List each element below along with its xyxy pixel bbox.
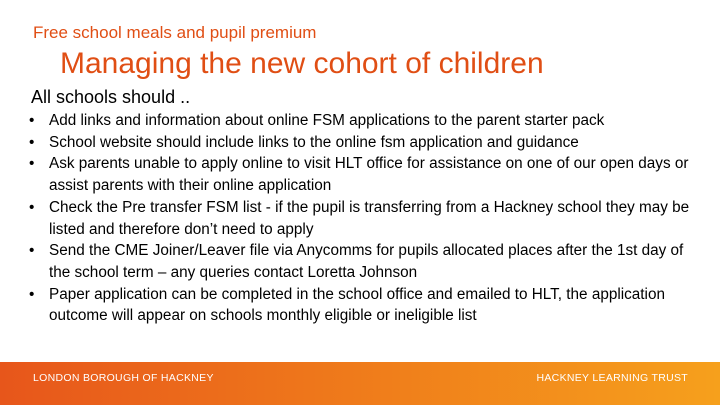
bullet-item: [29, 240, 701, 283]
bullet-marker: •: [29, 155, 35, 173]
footer-org-name: LONDON BOROUGH OF HACKNEY: [33, 372, 214, 384]
bullet-marker: •: [29, 133, 35, 151]
slide-kicker: Free school meals and pupil premium: [33, 23, 317, 42]
bullet-marker: •: [29, 112, 35, 129]
bullet-item: [29, 284, 701, 327]
bullet-marker: •: [29, 285, 35, 303]
bullet-marker: •: [29, 198, 35, 216]
slide-title: Managing the new cohort of children: [60, 47, 544, 80]
bullet-item: [29, 153, 701, 196]
bullet-item: [29, 132, 701, 154]
lead-text: All schools should ..: [31, 87, 191, 107]
bullet-text: Paper application can be completed in the school office and emailed to HLT, the application outcome will appear on schools monthly eligible or ineligible list: [49, 285, 665, 325]
bullet-marker: •: [29, 242, 35, 260]
bullet-text: Check the Pre transfer FSM list - if the pupil is transferring from a Hackney school they may be listed and therefore don’t need to apply: [49, 198, 690, 238]
bullet-text: Add links and information about online FSM applications to the parent starter pack: [49, 112, 605, 129]
bullet-text: School website should include links to the online fsm application and guidance: [49, 133, 579, 151]
footer-bar: [0, 362, 720, 405]
footer-trust-name: HACKNEY LEARNING TRUST: [536, 372, 688, 384]
bullet-text: Send the CME Joiner/Leaver file via Anycomms for pupils allocated places after the 1st day of the school term – any queries contact Loretta Johnson: [49, 242, 684, 281]
bullet-text: Ask parents unable to apply online to visit HLT office for assistance on one of our open days or assist parents with their online application: [49, 155, 689, 195]
bullet-item: [29, 110, 701, 132]
bullet-item: [29, 197, 701, 240]
bullet-list: [29, 110, 701, 327]
